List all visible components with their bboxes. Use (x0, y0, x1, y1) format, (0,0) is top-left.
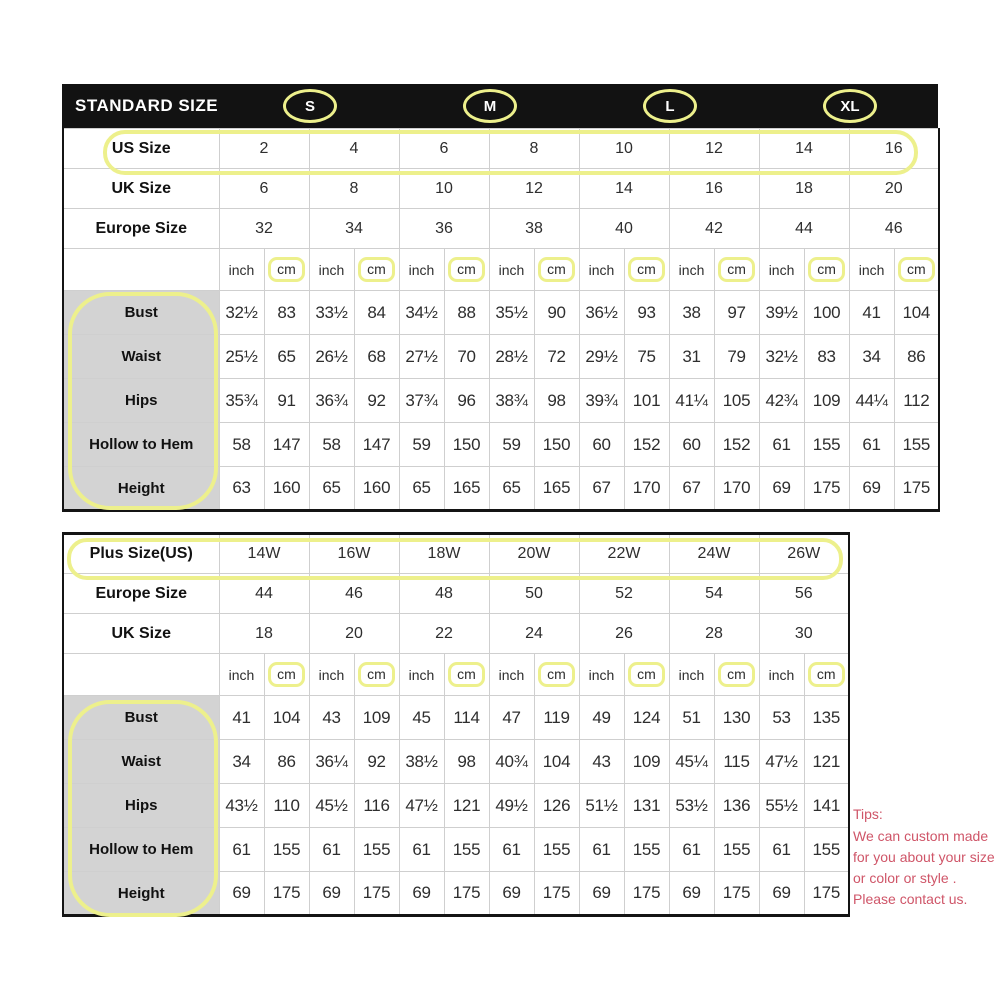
measure-value: 175 (354, 872, 399, 916)
measure-value: 69 (309, 872, 354, 916)
measure-value: 175 (804, 872, 849, 916)
measure-value: 104 (534, 740, 579, 784)
measure-value: 175 (444, 872, 489, 916)
measure-value: 65 (309, 467, 354, 511)
tips-line: or color or style . (853, 870, 957, 886)
plus-size-us-row (63, 534, 849, 574)
uk-size-row (63, 169, 939, 209)
measure-value: 69 (759, 467, 804, 511)
us-size-row (63, 129, 939, 169)
size-value: 14 (759, 129, 849, 169)
measure-value: 38½ (399, 740, 444, 784)
measure-value: 160 (264, 467, 309, 511)
standard-size-title: STANDARD SIZE (75, 96, 219, 115)
measure-value: 147 (354, 423, 399, 467)
size-value: 42 (669, 209, 759, 249)
size-value: 36 (399, 209, 489, 249)
measure-value: 86 (264, 740, 309, 784)
size-badge-xl: XL (823, 89, 877, 123)
size-value: 20W (489, 534, 579, 574)
hollow-to-hem-label: Hollow to Hem (63, 423, 219, 467)
unit-inch-cell: inch (219, 654, 264, 696)
measure-value: 53½ (669, 784, 714, 828)
measure-value: 135 (804, 696, 849, 740)
measure-value: 175 (534, 872, 579, 916)
size-value: 18W (399, 534, 489, 574)
size-value: 46 (309, 574, 399, 614)
cm-highlight-box: cm (808, 662, 845, 686)
size-value: 16 (849, 129, 939, 169)
measure-value: 32½ (759, 335, 804, 379)
measure-value: 155 (624, 828, 669, 872)
uk-size-label: UK Size (63, 169, 219, 209)
measure-value: 69 (219, 872, 264, 916)
size-value: 54 (669, 574, 759, 614)
measure-value: 105 (714, 379, 759, 423)
measure-value: 90 (534, 291, 579, 335)
measure-value: 115 (714, 740, 759, 784)
unit-inch-cell: inch (849, 249, 894, 291)
measure-value: 35¾ (219, 379, 264, 423)
measure-value: 34½ (399, 291, 444, 335)
measure-value: 69 (579, 872, 624, 916)
unit-cm-cell (804, 249, 849, 291)
cm-highlight-box: cm (268, 257, 305, 281)
measure-value: 155 (354, 828, 399, 872)
size-badge-m: M (463, 89, 517, 123)
size-value: 50 (489, 574, 579, 614)
measure-value: 155 (804, 828, 849, 872)
measure-value: 170 (624, 467, 669, 511)
size-value: 52 (579, 574, 669, 614)
plus-size-table (62, 532, 850, 917)
measure-value: 98 (534, 379, 579, 423)
measure-value: 72 (534, 335, 579, 379)
unit-inch-cell: inch (219, 249, 264, 291)
size-value: 10 (399, 169, 489, 209)
size-value: 4 (309, 129, 399, 169)
cm-highlight-box: cm (448, 257, 485, 281)
measure-value: 88 (444, 291, 489, 335)
unit-inch-cell: inch (669, 249, 714, 291)
size-value: 46 (849, 209, 939, 249)
cm-highlight-box: cm (538, 662, 575, 686)
height-row (63, 872, 849, 916)
size-value: 20 (849, 169, 939, 209)
size-value: 32 (219, 209, 309, 249)
tips-line: Please contact us. (853, 891, 968, 907)
size-value: 12 (669, 129, 759, 169)
measure-value: 110 (264, 784, 309, 828)
unit-cm-cell (444, 249, 489, 291)
measure-value: 175 (714, 872, 759, 916)
size-value: 24 (489, 614, 579, 654)
waist-row (63, 740, 849, 784)
cm-highlight-box: cm (808, 257, 845, 281)
unit-cm-cell (444, 654, 489, 696)
unit-cm-cell (354, 249, 399, 291)
measure-value: 47 (489, 696, 534, 740)
measure-value: 152 (624, 423, 669, 467)
measure-value: 69 (849, 467, 894, 511)
size-value: 14W (219, 534, 309, 574)
measure-value: 92 (354, 740, 399, 784)
measure-value: 109 (804, 379, 849, 423)
measure-value: 53 (759, 696, 804, 740)
europe-size-row (63, 574, 849, 614)
measure-value: 61 (759, 423, 804, 467)
size-value: 16 (669, 169, 759, 209)
measure-value: 131 (624, 784, 669, 828)
cm-highlight-box: cm (538, 257, 575, 281)
height-label: Height (63, 467, 219, 511)
measure-value: 155 (804, 423, 849, 467)
measure-value: 42¾ (759, 379, 804, 423)
measure-value: 86 (894, 335, 939, 379)
measure-value: 175 (264, 872, 309, 916)
measure-value: 37¾ (399, 379, 444, 423)
measure-value: 109 (624, 740, 669, 784)
measure-value: 93 (624, 291, 669, 335)
measure-value: 98 (444, 740, 489, 784)
measure-value: 147 (264, 423, 309, 467)
size-badge-l: L (643, 89, 697, 123)
measure-value: 104 (264, 696, 309, 740)
measure-value: 68 (354, 335, 399, 379)
unit-cm-cell (804, 654, 849, 696)
tips-line: for you about your size (853, 849, 995, 865)
unit-cm-cell (714, 249, 759, 291)
measure-value: 44¼ (849, 379, 894, 423)
measure-value: 39½ (759, 291, 804, 335)
europe-size-label: Europe Size (63, 209, 219, 249)
cm-highlight-box: cm (898, 257, 935, 281)
measure-value: 67 (669, 467, 714, 511)
measure-value: 150 (444, 423, 489, 467)
uk-size-row (63, 614, 849, 654)
size-value: 2 (219, 129, 309, 169)
measure-value: 45 (399, 696, 444, 740)
hips-label: Hips (63, 784, 219, 828)
measure-value: 114 (444, 696, 489, 740)
unit-inch-cell: inch (579, 249, 624, 291)
measure-value: 69 (759, 872, 804, 916)
cm-highlight-box: cm (718, 662, 755, 686)
measure-value: 60 (669, 423, 714, 467)
europe-size-label: Europe Size (63, 574, 219, 614)
cm-highlight-box: cm (628, 257, 665, 281)
measure-value: 61 (579, 828, 624, 872)
unit-inch-cell: inch (759, 654, 804, 696)
size-value: 6 (219, 169, 309, 209)
measure-value: 91 (264, 379, 309, 423)
standard-size-header-bar (62, 84, 938, 128)
plus-size-us-label: Plus Size(US) (63, 534, 219, 574)
measure-value: 155 (444, 828, 489, 872)
measure-value: 109 (354, 696, 399, 740)
size-value: 12 (489, 169, 579, 209)
unit-cm-cell (534, 249, 579, 291)
measure-value: 58 (219, 423, 264, 467)
measure-value: 155 (894, 423, 939, 467)
size-value: 48 (399, 574, 489, 614)
measure-value: 28½ (489, 335, 534, 379)
measure-value: 61 (669, 828, 714, 872)
measure-value: 124 (624, 696, 669, 740)
bust-label: Bust (63, 291, 219, 335)
size-value: 20 (309, 614, 399, 654)
height-row (63, 467, 939, 511)
measure-value: 67 (579, 467, 624, 511)
measure-value: 175 (894, 467, 939, 511)
plus-size-grid (62, 532, 850, 917)
measure-value: 33½ (309, 291, 354, 335)
measure-value: 61 (759, 828, 804, 872)
measure-value: 170 (714, 467, 759, 511)
hollow-to-hem-label: Hollow to Hem (63, 828, 219, 872)
size-value: 10 (579, 129, 669, 169)
measure-value: 65 (489, 467, 534, 511)
cm-highlight-box: cm (448, 662, 485, 686)
size-value: 18 (219, 614, 309, 654)
height-label: Height (63, 872, 219, 916)
size-value: 22W (579, 534, 669, 574)
measure-value: 130 (714, 696, 759, 740)
measure-value: 136 (714, 784, 759, 828)
unit-inch-cell: inch (399, 249, 444, 291)
measure-value: 38 (669, 291, 714, 335)
measure-value: 43 (309, 696, 354, 740)
measure-value: 41 (849, 291, 894, 335)
measure-value: 58 (309, 423, 354, 467)
measure-value: 155 (264, 828, 309, 872)
measure-value: 65 (264, 335, 309, 379)
measure-value: 100 (804, 291, 849, 335)
cm-highlight-box: cm (358, 257, 395, 281)
measure-value: 59 (489, 423, 534, 467)
unit-cm-cell (264, 654, 309, 696)
size-badge-s: S (283, 89, 337, 123)
size-value: 30 (759, 614, 849, 654)
measure-value: 84 (354, 291, 399, 335)
measure-value: 39¾ (579, 379, 624, 423)
unit-cm-cell (264, 249, 309, 291)
cm-highlight-box: cm (718, 257, 755, 281)
bust-row (63, 696, 849, 740)
units-label-cell (63, 654, 219, 696)
measure-value: 34 (219, 740, 264, 784)
measure-value: 70 (444, 335, 489, 379)
measure-value: 155 (534, 828, 579, 872)
size-value: 16W (309, 534, 399, 574)
size-value: 56 (759, 574, 849, 614)
measure-value: 31 (669, 335, 714, 379)
measure-value: 119 (534, 696, 579, 740)
measure-value: 43 (579, 740, 624, 784)
measure-value: 43½ (219, 784, 264, 828)
measure-value: 152 (714, 423, 759, 467)
measure-value: 83 (264, 291, 309, 335)
measure-value: 41¼ (669, 379, 714, 423)
unit-inch-cell: inch (489, 249, 534, 291)
measure-value: 75 (624, 335, 669, 379)
measure-value: 160 (354, 467, 399, 511)
hollow-to-hem-row (63, 423, 939, 467)
measure-value: 38¾ (489, 379, 534, 423)
unit-inch-cell: inch (399, 654, 444, 696)
measure-value: 61 (219, 828, 264, 872)
measure-value: 69 (399, 872, 444, 916)
measure-value: 61 (309, 828, 354, 872)
measure-value: 126 (534, 784, 579, 828)
size-value: 40 (579, 209, 669, 249)
measure-value: 35½ (489, 291, 534, 335)
hollow-to-hem-row (63, 828, 849, 872)
measure-value: 47½ (759, 740, 804, 784)
uk-size-label: UK Size (63, 614, 219, 654)
size-value: 18 (759, 169, 849, 209)
units-row (63, 654, 849, 696)
waist-label: Waist (63, 740, 219, 784)
measure-value: 51 (669, 696, 714, 740)
measure-value: 36¼ (309, 740, 354, 784)
cm-highlight-box: cm (358, 662, 395, 686)
unit-inch-cell: inch (309, 249, 354, 291)
us-size-label: US Size (63, 129, 219, 169)
measure-value: 112 (894, 379, 939, 423)
standard-size-grid (62, 128, 940, 512)
cm-highlight-box: cm (268, 662, 305, 686)
measure-value: 96 (444, 379, 489, 423)
unit-inch-cell: inch (669, 654, 714, 696)
size-value: 28 (669, 614, 759, 654)
measure-value: 36¾ (309, 379, 354, 423)
size-value: 34 (309, 209, 399, 249)
size-value: 24W (669, 534, 759, 574)
measure-value: 51½ (579, 784, 624, 828)
measure-value: 40¾ (489, 740, 534, 784)
measure-value: 60 (579, 423, 624, 467)
measure-value: 101 (624, 379, 669, 423)
measure-value: 121 (804, 740, 849, 784)
measure-value: 32½ (219, 291, 264, 335)
measure-value: 41 (219, 696, 264, 740)
unit-inch-cell: inch (489, 654, 534, 696)
measure-value: 165 (534, 467, 579, 511)
measure-value: 27½ (399, 335, 444, 379)
measure-value: 104 (894, 291, 939, 335)
waist-label: Waist (63, 335, 219, 379)
measure-value: 92 (354, 379, 399, 423)
europe-size-row (63, 209, 939, 249)
measure-value: 59 (399, 423, 444, 467)
hips-row (63, 379, 939, 423)
hips-row (63, 784, 849, 828)
bust-row (63, 291, 939, 335)
measure-value: 63 (219, 467, 264, 511)
measure-value: 29½ (579, 335, 624, 379)
measure-value: 83 (804, 335, 849, 379)
size-value: 22 (399, 614, 489, 654)
unit-cm-cell (354, 654, 399, 696)
size-value: 26 (579, 614, 669, 654)
tips-note (853, 804, 999, 910)
measure-value: 69 (489, 872, 534, 916)
size-value: 14 (579, 169, 669, 209)
units-label-cell (63, 249, 219, 291)
measure-value: 79 (714, 335, 759, 379)
bust-label: Bust (63, 696, 219, 740)
size-value: 6 (399, 129, 489, 169)
measure-value: 61 (399, 828, 444, 872)
unit-cm-cell (714, 654, 759, 696)
unit-inch-cell: inch (579, 654, 624, 696)
measure-value: 69 (669, 872, 714, 916)
tips-line: We can custom made (853, 828, 989, 844)
measure-value: 45¼ (669, 740, 714, 784)
measure-value: 155 (714, 828, 759, 872)
unit-inch-cell: inch (309, 654, 354, 696)
measure-value: 175 (804, 467, 849, 511)
measure-value: 61 (849, 423, 894, 467)
size-value: 44 (219, 574, 309, 614)
measure-value: 150 (534, 423, 579, 467)
measure-value: 34 (849, 335, 894, 379)
measure-value: 47½ (399, 784, 444, 828)
measure-value: 116 (354, 784, 399, 828)
size-value: 38 (489, 209, 579, 249)
measure-value: 165 (444, 467, 489, 511)
measure-value: 36½ (579, 291, 624, 335)
unit-inch-cell: inch (759, 249, 804, 291)
measure-value: 49 (579, 696, 624, 740)
measure-value: 141 (804, 784, 849, 828)
size-value: 8 (309, 169, 399, 209)
tips-title: Tips: (853, 806, 883, 822)
measure-value: 25½ (219, 335, 264, 379)
measure-value: 26½ (309, 335, 354, 379)
unit-cm-cell (894, 249, 939, 291)
measure-value: 97 (714, 291, 759, 335)
unit-cm-cell (624, 249, 669, 291)
size-value: 8 (489, 129, 579, 169)
unit-cm-cell (534, 654, 579, 696)
measure-value: 121 (444, 784, 489, 828)
waist-row (63, 335, 939, 379)
measure-value: 49½ (489, 784, 534, 828)
measure-value: 175 (624, 872, 669, 916)
cm-highlight-box: cm (628, 662, 665, 686)
unit-cm-cell (624, 654, 669, 696)
size-value: 44 (759, 209, 849, 249)
units-row (63, 249, 939, 291)
size-value: 26W (759, 534, 849, 574)
hips-label: Hips (63, 379, 219, 423)
measure-value: 45½ (309, 784, 354, 828)
measure-value: 55½ (759, 784, 804, 828)
measure-value: 65 (399, 467, 444, 511)
measure-value: 61 (489, 828, 534, 872)
standard-size-table (62, 84, 940, 512)
